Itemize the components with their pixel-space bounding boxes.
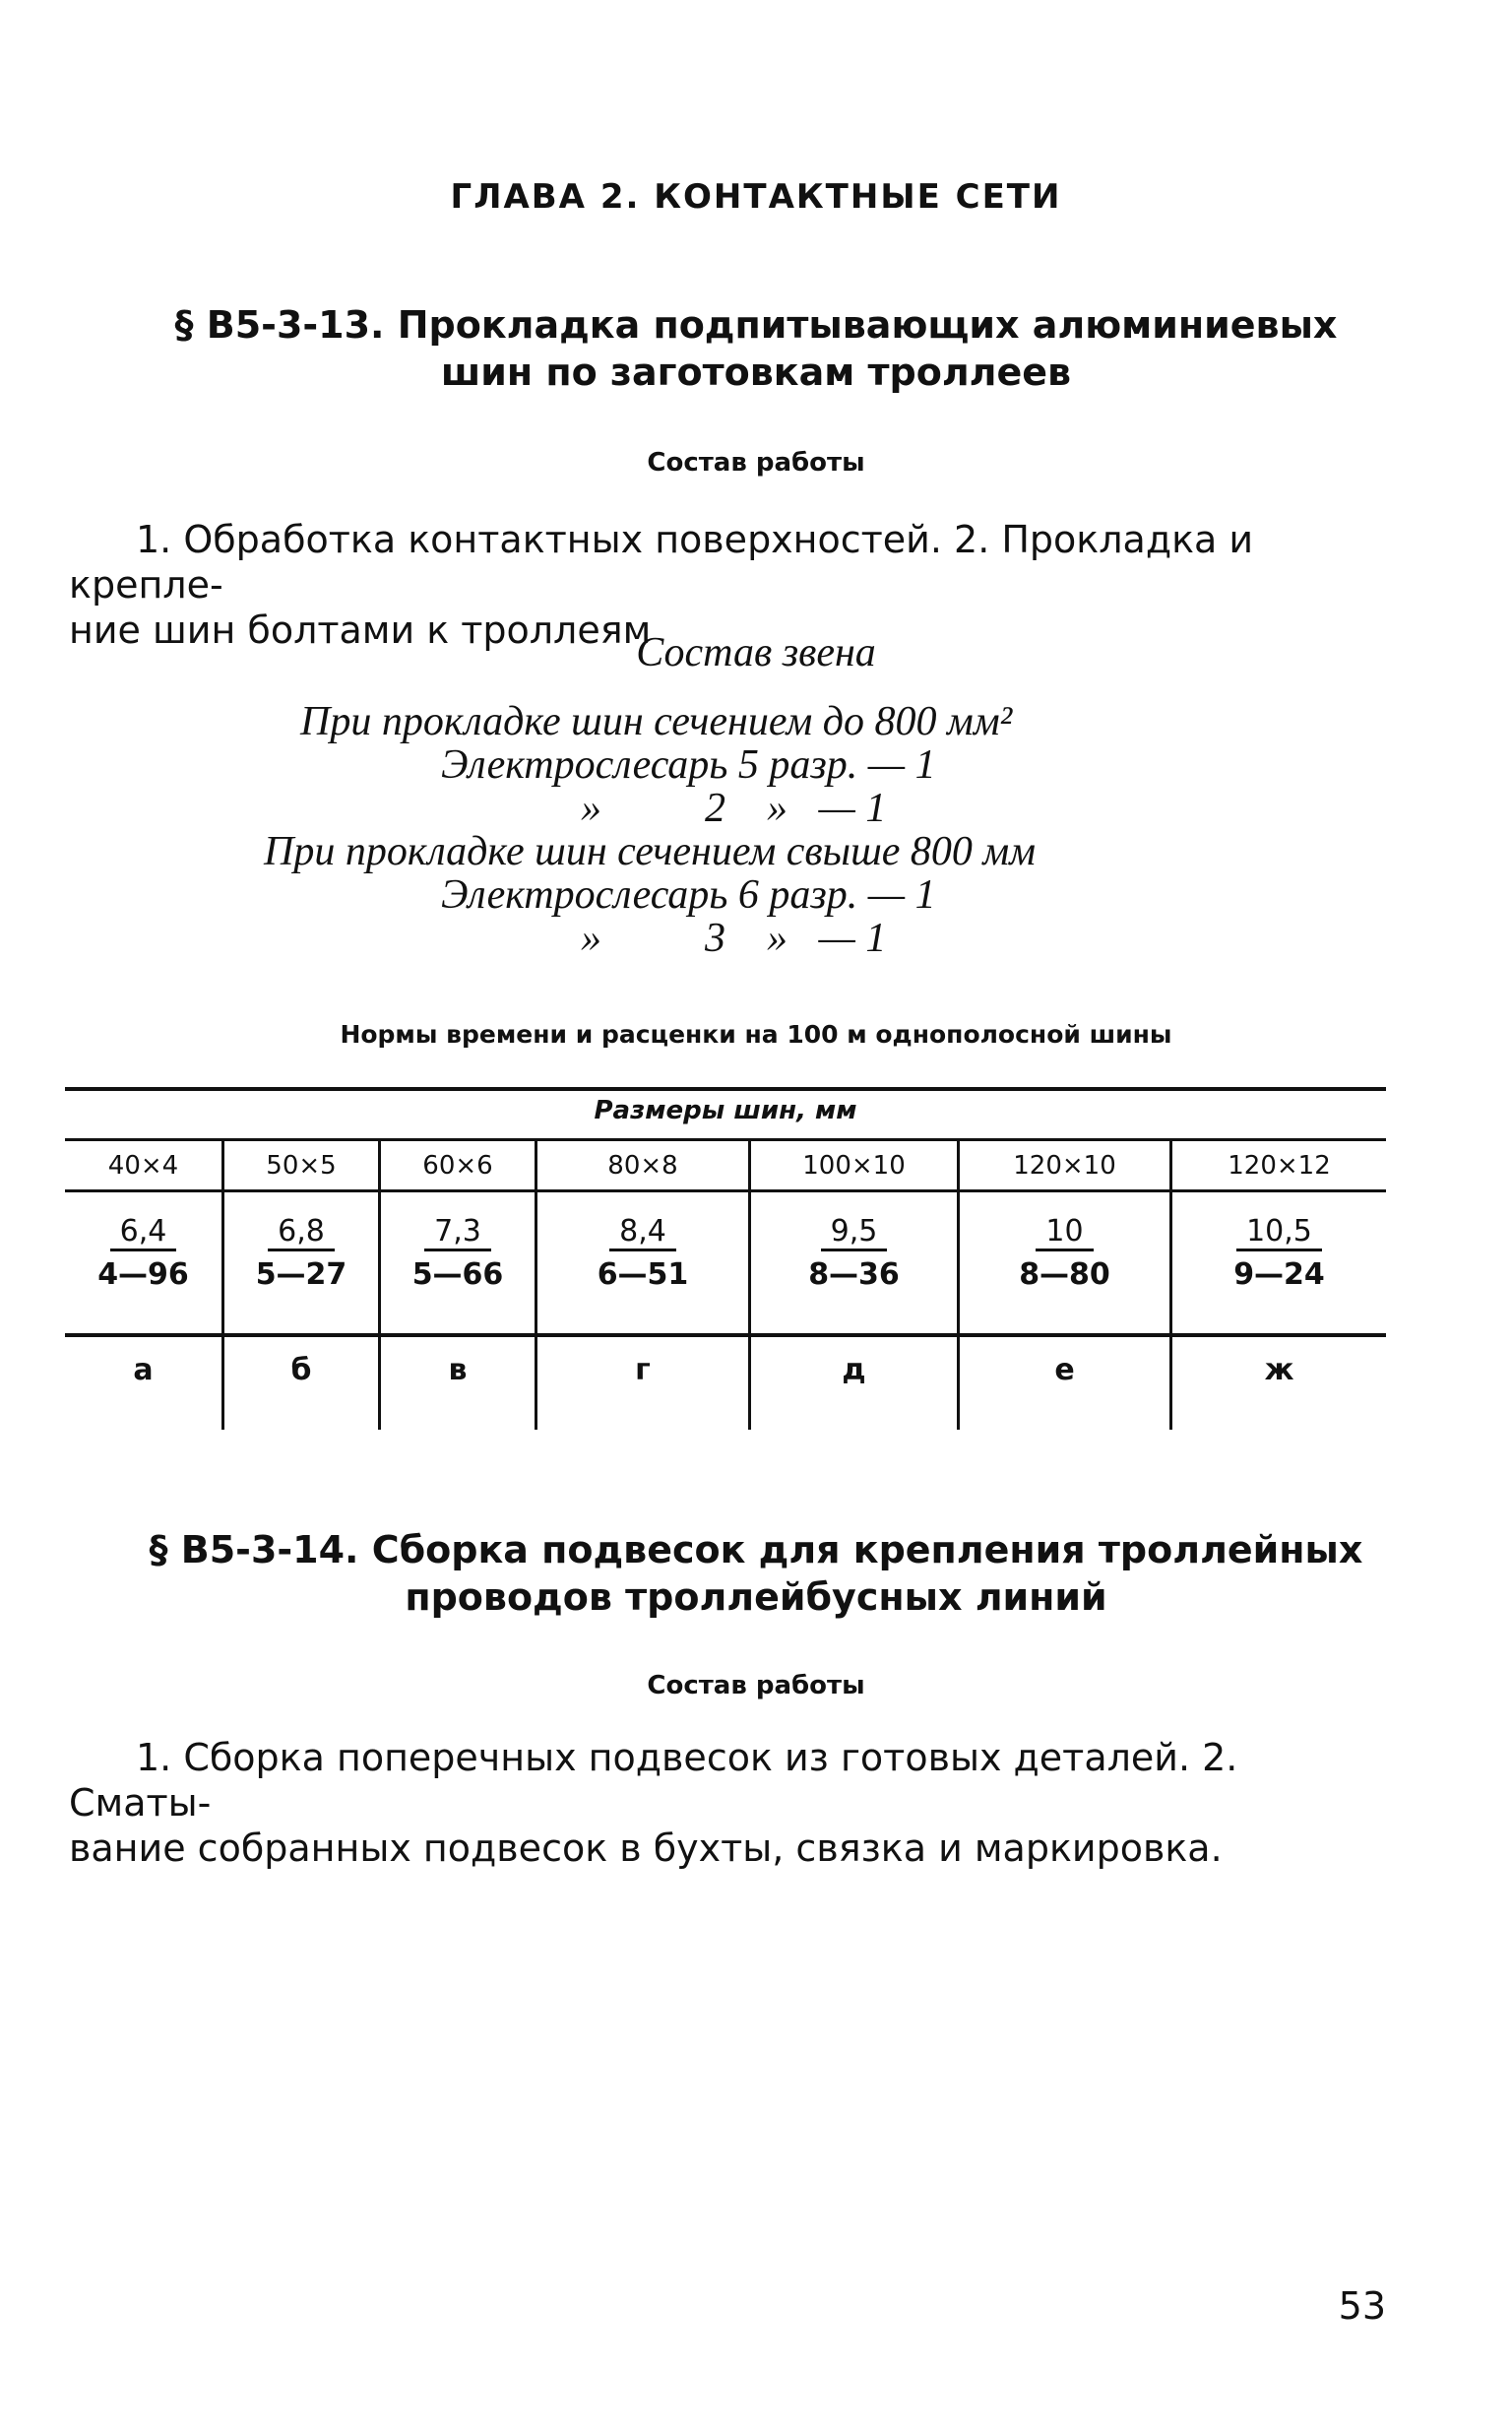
- crew-line-5: Электрослесарь 6 разр. — 1: [441, 872, 936, 918]
- time-norm: 9,5: [821, 1215, 888, 1251]
- rate-value: 8—80: [1019, 1257, 1110, 1292]
- chapter-title: ГЛАВА 2. КОНТАКТНЫЕ СЕТИ: [450, 177, 1062, 217]
- column-letter: а: [133, 1353, 154, 1387]
- work-composition-paragraph: [69, 1735, 1388, 1871]
- size-header: 120×10: [1013, 1151, 1116, 1181]
- norms-table: [65, 1087, 1386, 1430]
- table-caption: Нормы времени и расценки на 100 м однополосной шины: [340, 1020, 1172, 1049]
- table-top-rule: [65, 1087, 1386, 1091]
- work-line-1: 1. Сборка поперечных подвесок из готовых деталей. 2. Сматы-: [69, 1736, 1238, 1825]
- section-title-b5-3-14: [0, 1526, 1512, 1621]
- work-line-1: 1. Обработка контактных поверхностей. 2. Прокладка и крепле-: [69, 518, 1254, 607]
- time-norm: 10,5: [1236, 1215, 1322, 1251]
- column-letter: г: [635, 1353, 651, 1387]
- table-values-rule: [65, 1333, 1386, 1337]
- page-number: 53: [1338, 2284, 1386, 2328]
- size-header: 40×4: [107, 1151, 179, 1181]
- norm-rate-cell: [1172, 1215, 1386, 1313]
- norm-rate-cell: [381, 1215, 535, 1313]
- time-norm: 8,4: [609, 1215, 676, 1251]
- size-header: 80×8: [607, 1151, 678, 1181]
- section-title-line2: проводов троллейбусных линий: [405, 1575, 1107, 1619]
- column-letter: е: [1054, 1353, 1075, 1387]
- crew-line-6: » 3 » — 1: [581, 916, 887, 961]
- time-norm: 6,4: [110, 1215, 177, 1251]
- section-title-line1: § В5-3-13. Прокладка подпитывающих алюминиевых: [174, 303, 1338, 347]
- table-size-rule: [65, 1189, 1386, 1192]
- norm-rate-cell: [960, 1215, 1169, 1313]
- size-header: 100×10: [802, 1151, 906, 1181]
- work-line-2: вание собранных подвесок в бухты, связка и маркировка.: [69, 1826, 1223, 1870]
- size-header: 50×5: [266, 1151, 337, 1181]
- table-span-header: Размеры шин, мм: [594, 1096, 857, 1125]
- norm-rate-cell: [65, 1215, 221, 1313]
- section-title-line1: § В5-3-14. Сборка подвесок для крепления троллейных: [149, 1528, 1363, 1571]
- work-composition-heading: Состав работы: [647, 448, 865, 478]
- size-header: 120×12: [1228, 1151, 1331, 1181]
- time-norm: 7,3: [424, 1215, 491, 1251]
- work-line-2: ние шин болтами к троллеям: [69, 608, 652, 652]
- norm-rate-cell: [751, 1215, 957, 1313]
- crew-line-4: При прокладке шин сечением свыше 800 мм: [264, 829, 1037, 874]
- column-letter: д: [842, 1353, 866, 1387]
- work-composition-heading: Состав работы: [647, 1671, 865, 1700]
- column-letter: ж: [1264, 1353, 1294, 1387]
- rate-value: 5—27: [255, 1257, 347, 1292]
- table-header-rule: [65, 1138, 1386, 1141]
- rate-value: 5—66: [411, 1257, 504, 1292]
- crew-line-2: Электрослесарь 5 разр. — 1: [441, 742, 936, 788]
- time-norm: 6,8: [268, 1215, 335, 1251]
- section-title-line2: шин по заготовкам троллеев: [440, 351, 1072, 394]
- size-header: 60×6: [422, 1151, 493, 1181]
- rate-value: 6—51: [597, 1257, 689, 1292]
- column-letter: б: [290, 1353, 312, 1387]
- norm-rate-cell: [224, 1215, 378, 1313]
- time-norm: 10: [1036, 1215, 1093, 1251]
- norm-rate-cell: [537, 1215, 748, 1313]
- crew-line-3: » 2 » — 1: [581, 786, 887, 831]
- column-letter: в: [448, 1353, 468, 1387]
- crew-line-1: При прокладке шин сечением до 800 мм²: [300, 699, 1013, 744]
- section-title-b5-3-13: [0, 301, 1512, 396]
- rate-value: 9—24: [1233, 1257, 1325, 1292]
- rate-value: 8—36: [808, 1257, 900, 1292]
- crew-composition-heading: Состав звена: [636, 630, 876, 675]
- rate-value: 4—96: [97, 1257, 189, 1292]
